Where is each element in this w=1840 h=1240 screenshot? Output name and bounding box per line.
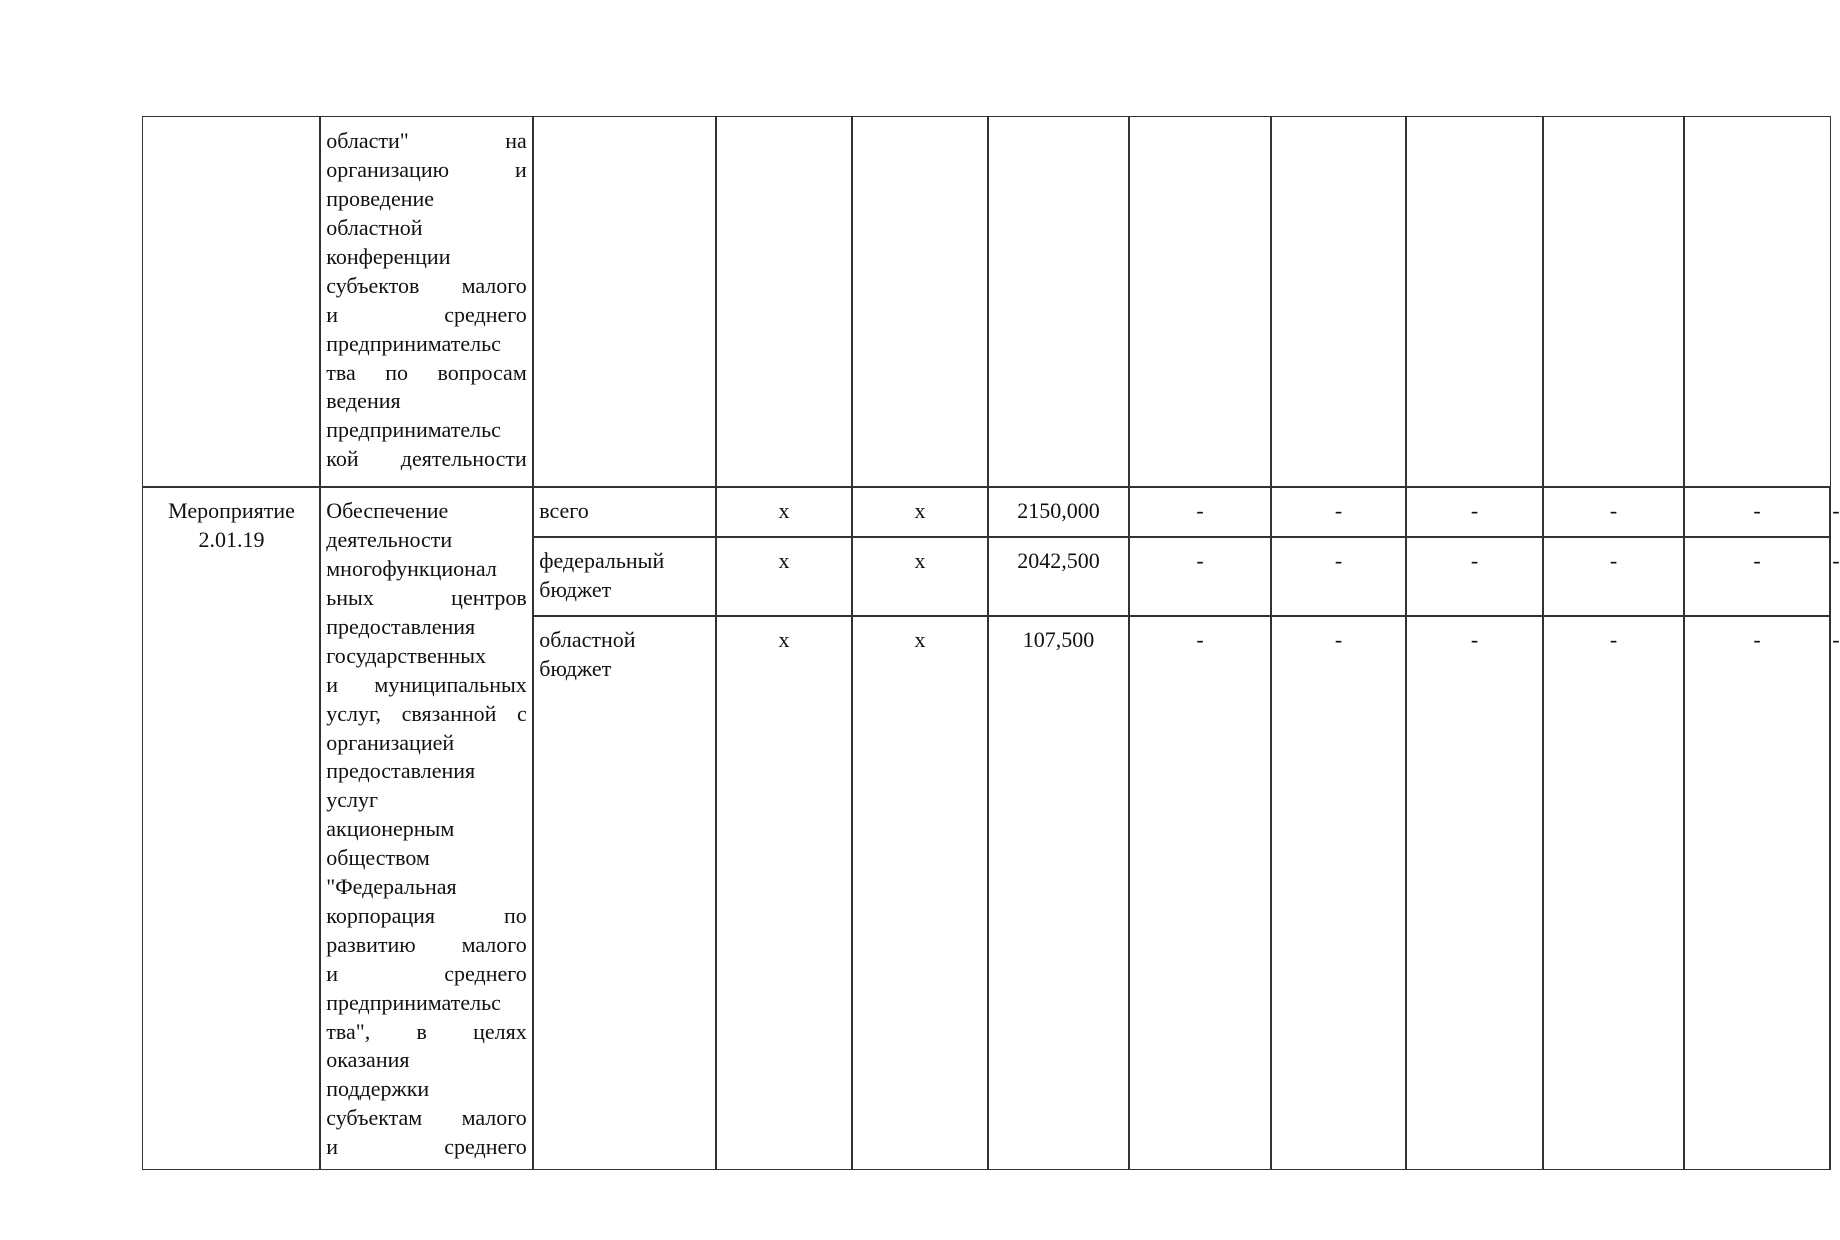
description-line: корпорация по	[326, 902, 527, 928]
cell-value: x	[914, 548, 926, 574]
cell-value: -	[1470, 627, 1479, 653]
description-line: услуг	[326, 787, 379, 813]
description-line: организацией	[326, 729, 455, 755]
cell-value: -	[1334, 548, 1343, 574]
cell-value: x	[778, 498, 790, 524]
table-cell	[1270, 486, 1407, 538]
description-line: кой деятельности	[326, 446, 527, 472]
amount-value: 2150,000	[1017, 498, 1100, 524]
funding-source: областной бюджет	[539, 627, 636, 682]
table-cell	[987, 116, 1130, 488]
cell-value: -	[1470, 548, 1479, 574]
funding-source-cell	[532, 486, 717, 538]
description-line: предпринимательс	[326, 989, 501, 1015]
description-line: Обеспечение	[326, 498, 449, 524]
description-line: многофункционал	[326, 556, 497, 582]
table-cell	[851, 536, 989, 617]
table-cell	[715, 615, 853, 1170]
table-cell	[715, 116, 853, 488]
table-cell	[715, 486, 853, 538]
table-cell: -	[1829, 615, 1831, 1170]
cell-value: -	[1334, 627, 1343, 653]
description-line: тва по вопросам	[326, 359, 527, 385]
description-text	[326, 497, 527, 1162]
funding-source-cell	[532, 536, 717, 617]
description-line: субъектов малого	[326, 272, 527, 298]
description-line: ведения	[326, 388, 401, 414]
cell-value: -	[1753, 498, 1761, 524]
amount-cell	[987, 486, 1130, 538]
table-cell	[1542, 486, 1685, 538]
description-line: услуг, связанной с	[326, 700, 527, 726]
cell-value: -	[1609, 627, 1618, 653]
table-cell	[851, 116, 989, 488]
table-cell: -	[1829, 536, 1831, 617]
cell-value: -	[1470, 498, 1479, 524]
table-cell	[1405, 615, 1544, 1170]
description-line: оказания	[326, 1047, 410, 1073]
cell-value: -	[1609, 548, 1618, 574]
table-cell	[1683, 116, 1831, 488]
table-cell	[1270, 615, 1407, 1170]
description-line: областной	[326, 214, 423, 240]
description-line: и муниципальных	[326, 671, 527, 697]
description-line: предпринимательс	[326, 330, 501, 356]
description-cell	[319, 486, 534, 1170]
amount-value: 2042,500	[1017, 548, 1100, 574]
table-cell	[1128, 486, 1272, 538]
table-cell	[1270, 536, 1407, 617]
description-line: обществом	[326, 845, 430, 871]
cell-value: x	[778, 548, 790, 574]
table-cell	[1128, 116, 1272, 488]
cell-value: -	[1196, 548, 1204, 574]
table-cell	[1128, 536, 1272, 617]
description-line: ьных центров	[326, 584, 527, 610]
table-cell	[1128, 615, 1272, 1170]
table-cell	[1683, 486, 1831, 538]
description-line: и среднего	[326, 301, 527, 327]
event-id	[145, 497, 318, 555]
cell-value: -	[1196, 498, 1204, 524]
table-cell	[1405, 116, 1544, 488]
description-line: и среднего	[326, 960, 527, 986]
table-cell	[1683, 536, 1831, 617]
description-line: "Федеральная	[326, 874, 457, 900]
description-line: тва", в целях	[326, 1018, 527, 1044]
cell-value: -	[1196, 627, 1204, 653]
table-cell	[1405, 536, 1544, 617]
description-line: предоставления	[326, 613, 476, 639]
funding-source: федеральный бюджет	[539, 548, 665, 603]
description-line: поддержки	[326, 1076, 430, 1102]
event-id-line: Мероприятие	[168, 498, 295, 524]
description-text	[326, 127, 527, 474]
funding-source-cell	[532, 615, 717, 1170]
table-cell	[1542, 116, 1685, 488]
table-cell	[715, 536, 853, 617]
table-cell	[851, 486, 989, 538]
description-line: акционерным	[326, 816, 455, 842]
table-cell	[851, 615, 989, 1170]
table-cell	[1542, 615, 1685, 1170]
table-cell	[532, 116, 717, 488]
cell-value: -	[1609, 498, 1618, 524]
amount-cell	[987, 615, 1130, 1170]
cell-value: -	[1753, 627, 1761, 653]
description-line: и среднего	[326, 1134, 527, 1160]
amount-value: 107,500	[1022, 627, 1095, 653]
table-cell	[319, 116, 534, 488]
funding-source: всего	[539, 498, 589, 524]
cell-value: x	[914, 627, 926, 653]
cell-value: x	[914, 498, 926, 524]
cell-value: -	[1753, 548, 1761, 574]
description-line: субъектам малого	[326, 1105, 527, 1131]
description-line: государственных	[326, 642, 487, 668]
table-cell: -	[1829, 486, 1831, 538]
table-cell	[1270, 116, 1407, 488]
description-line: предоставления	[326, 758, 476, 784]
event-cell	[142, 486, 321, 1170]
description-line: проведение	[326, 186, 435, 212]
table-cell	[142, 116, 321, 488]
table-cell	[1542, 536, 1685, 617]
description-line: организацию и	[326, 157, 527, 183]
description-line: деятельности	[326, 527, 453, 553]
description-line: предпринимательс	[326, 417, 501, 443]
description-line: области" на	[326, 128, 527, 154]
description-line: развитию малого	[326, 931, 527, 957]
amount-cell	[987, 536, 1130, 617]
event-id-line: 2.01.19	[198, 527, 265, 553]
table-cell	[1405, 486, 1544, 538]
cell-value: -	[1334, 498, 1343, 524]
description-line: конференции	[326, 243, 451, 269]
table-cell	[1683, 615, 1831, 1170]
cell-value: x	[778, 627, 790, 653]
